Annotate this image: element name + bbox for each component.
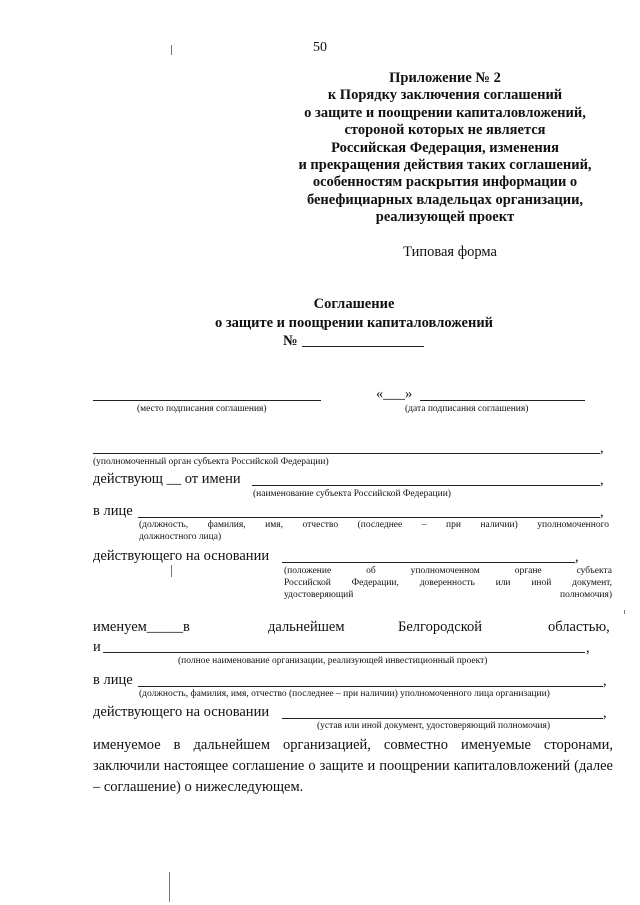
appendix-line: особенностям раскрытия информации о [312,174,578,191]
appendix-line: о защите и поощрении капиталовложений, [304,104,586,121]
authority-line [93,453,600,454]
appendix-line: стороной которых не является [344,122,546,139]
comma: , [586,640,590,656]
place-line [93,400,321,401]
subject-line [252,485,600,486]
oblast-word: областью, [548,619,610,635]
comma: , [575,549,579,565]
acting-basis-label: действующего на основании [93,548,270,564]
scan-mark [624,610,625,614]
appendix-line: Приложение № 2 [389,70,501,86]
basis-line [282,562,575,563]
in-person-label-2: в лице [93,672,133,688]
form-type: Типовая форма [403,244,497,260]
comma: , [600,504,604,520]
agreement-subtitle: о защите и поощрении капиталовложений [214,315,494,331]
appendix-line: к Порядку заключения соглашений [327,87,563,104]
authority-caption: (уполномоченный орган субъекта Российской Федерации) [93,457,329,467]
date-line [420,400,585,401]
comma: , [603,673,607,689]
basis-caption: (положение об уполномоченном органе субъекта [284,566,612,576]
basis-caption: удостоверяющий полномочия) [284,590,612,600]
charter-caption: (устав или иной документ, удостоверяющий полномочия) [317,721,551,731]
closing-paragraph: именуемое в дальнейшем организацией, совместно именуемые сторонами, заключили настоящее соглашение о защите и поощрении капиталовложений (далее – соглашение) о нижеследующем. [93,737,613,795]
official-caption: (должность, фамилия, имя, отчество (последнее – при наличии) уполномоченного [139,520,609,530]
appendix-header [255,70,635,227]
page-number: 50 [313,40,327,55]
and-word: и [93,639,101,655]
appendix-line: и прекращения действия таких соглашений, [298,157,592,174]
official-line [138,517,600,518]
date-caption: (дата подписания соглашения) [405,404,529,414]
comma: , [603,705,607,721]
acting-on-behalf-label: действующ __ от имени [93,471,241,487]
scan-mark [171,565,172,577]
official-caption-cont: должностного лица) [139,532,222,542]
acting-basis-label-2: действующего на основании [93,704,270,720]
agreement-number-line [302,346,424,347]
subject-caption: (наименование субъекта Российской Федерации) [253,489,451,499]
further-word: дальнейшем [268,619,345,635]
region-name: Белгородской [398,619,483,635]
org-official-line [138,686,603,687]
comma: , [600,440,604,456]
appendix-line: бенефициарных владельцах организации, [306,191,584,208]
scan-mark [169,872,170,902]
date-day: «___» [376,386,413,402]
in-person-label: в лице [93,503,133,519]
appendix-line: Российская Федерация, изменения [331,139,559,156]
place-caption: (место подписания соглашения) [137,404,267,414]
named-label: именуем_____в [93,619,190,635]
appendix-line: реализующей проект [375,209,515,226]
agreement-number-label: № [283,333,298,349]
scan-mark [171,45,172,55]
comma: , [600,472,604,488]
org-line [103,652,585,653]
org-caption: (полное наименование организации, реализующей инвестиционный проект) [178,656,488,666]
org-official-caption: (должность, фамилия, имя, отчество (последнее – при наличии) уполномоченного лица организации) [139,689,550,699]
basis-caption: Российской Федерации, доверенность или иной документ, [284,578,612,588]
charter-line [282,718,603,719]
agreement-title: Соглашение [313,296,395,312]
